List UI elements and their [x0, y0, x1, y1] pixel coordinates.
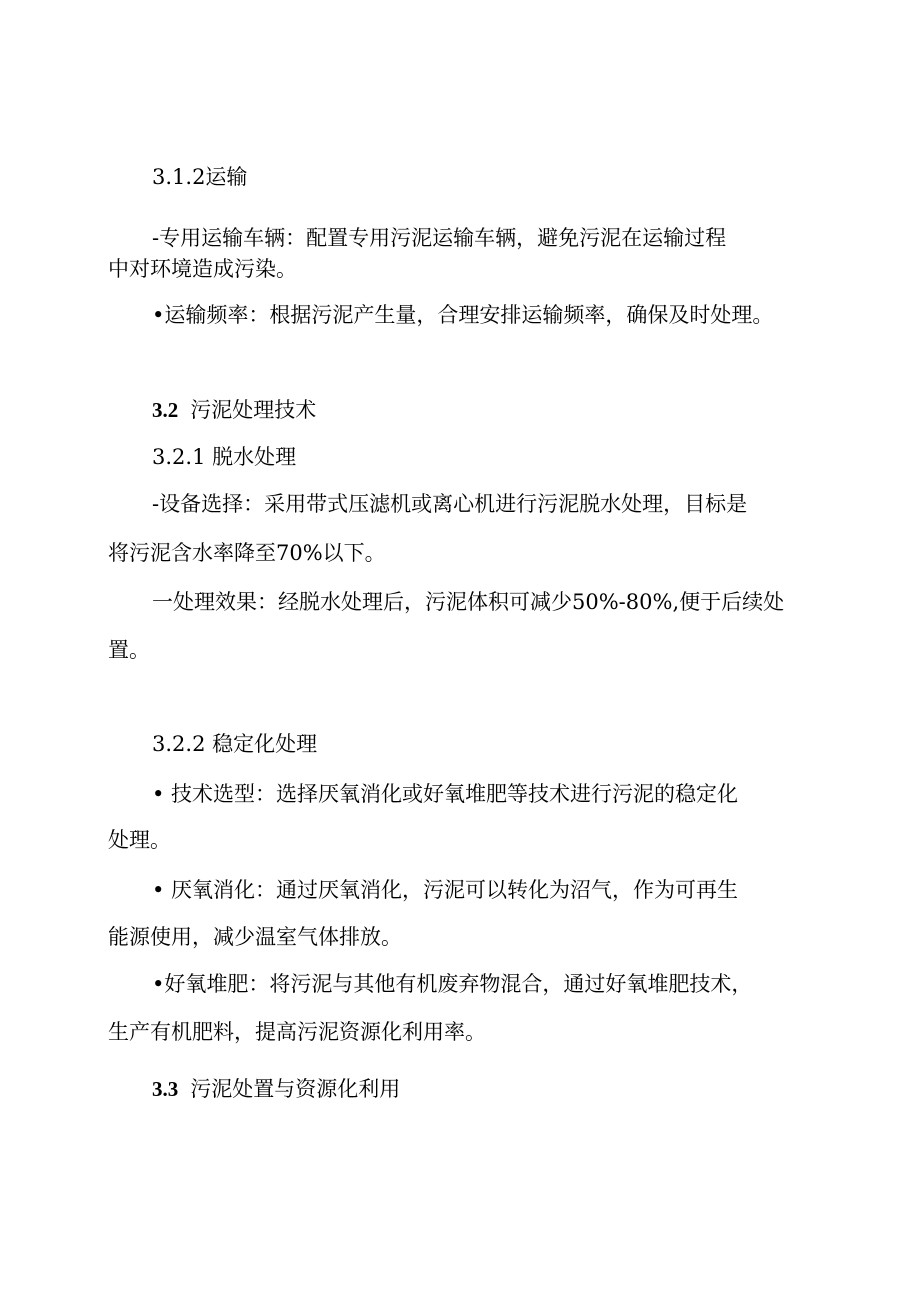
- paragraph-tech-selection-line1: • 技术选型：选择厌氧消化或好氧堆肥等技术进行污泥的稳定化: [152, 782, 739, 806]
- subsection-heading-3-1-2: 3.1.2运输: [152, 165, 248, 189]
- section-number: 3.3: [152, 1077, 179, 1101]
- subsection-heading-3-2-1: 3.2.1 脱水处理: [152, 445, 297, 469]
- section-heading-3-3: [152, 1074, 400, 1104]
- section-title: 污泥处置与资源化利用: [190, 1077, 401, 1101]
- paragraph-transport-vehicle-line1: -专用运输车辆：配置专用污泥运输车辆，避免污泥在运输过程: [152, 226, 727, 250]
- paragraph-anaerobic-line2: 能源使用，减少温室气体排放。: [108, 925, 402, 949]
- paragraph-effect-line2: 置。: [108, 638, 150, 662]
- paragraph-transport-vehicle-line2: 中对环境造成污染。: [108, 257, 297, 281]
- paragraph-equipment-line2: 将污泥含水率降至70%以下。: [108, 541, 386, 565]
- subsection-heading-3-2-2: 3.2.2 稳定化处理: [152, 732, 318, 756]
- paragraph-effect-line1: 一处理效果：经脱水处理后，污泥体积可减少50%-80%,便于后续处: [152, 590, 785, 614]
- paragraph-aerobic-line2: 生产有机肥料，提高污泥资源化利用率。: [108, 1020, 486, 1044]
- paragraph-equipment-line1: -设备选择：采用带式压滤机或离心机进行污泥脱水处理，目标是: [152, 492, 748, 516]
- paragraph-tech-selection-line2: 处理。: [108, 828, 171, 852]
- paragraph-transport-frequency: •运输频率：根据污泥产生量，合理安排运输频率，确保及时处理。: [152, 303, 774, 327]
- paragraph-aerobic-line1: •好氧堆肥：将污泥与其他有机废弃物混合，通过好氧堆肥技术，: [152, 972, 753, 996]
- section-title: 污泥处理技术: [190, 398, 317, 422]
- section-heading-3-2: [152, 395, 316, 425]
- section-number: 3.2: [152, 398, 179, 422]
- paragraph-anaerobic-line1: • 厌氧消化：通过厌氧消化，污泥可以转化为沼气，作为可再生: [152, 878, 739, 902]
